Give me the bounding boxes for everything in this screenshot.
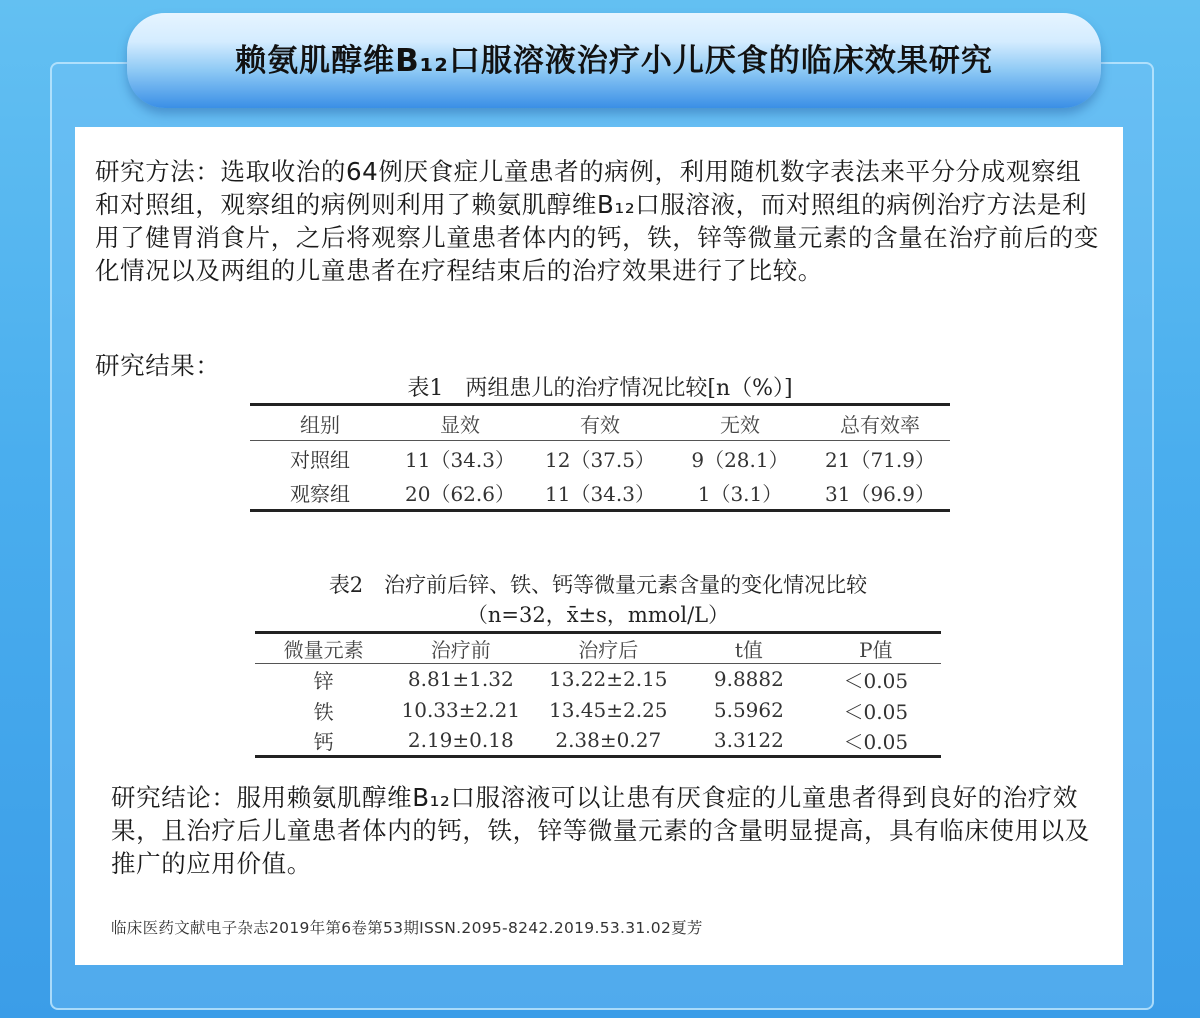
table1-header-cell: 无效: [670, 405, 810, 441]
table-row: [255, 695, 941, 726]
table-cell: 11（34.3）: [405, 447, 515, 472]
table1-header-cell: 有效: [530, 405, 670, 441]
table-cell: 9.8882: [713, 667, 784, 692]
table-cell: 锌: [313, 668, 334, 693]
table2-header-cell: 微量元素: [255, 633, 392, 664]
table-cell: 钙: [313, 729, 334, 754]
table1-header-row: [250, 405, 950, 441]
table2-header-cell: 治疗后: [529, 633, 687, 664]
page-title: 赖氨肌醇维B₁₂口服溶液治疗小儿厌食的临床效果研究: [235, 43, 993, 79]
title-banner: [127, 13, 1101, 108]
table-cell: 13.45±2.25: [548, 698, 668, 722]
table-cell: 对照组: [290, 447, 350, 472]
table-cell: 11（34.3）: [545, 481, 655, 506]
table2-header-cell: P值: [811, 633, 941, 664]
table2: [255, 631, 941, 758]
table-cell: 21（71.9）: [825, 447, 935, 472]
table-cell: 3.3122: [713, 728, 784, 753]
table-cell: 31（96.9）: [825, 481, 935, 506]
table-cell: ＜0.05: [843, 668, 909, 693]
table-cell: 2.38±0.27: [555, 728, 662, 753]
table-cell: ＜0.05: [843, 699, 909, 724]
table2-header-cell: 治疗前: [392, 633, 529, 664]
table-cell: 8.81±1.32: [407, 667, 514, 692]
table-cell: 12（37.5）: [545, 447, 655, 472]
table2-subtitle: （n=32，x̄±s，mmol/L）: [466, 603, 730, 627]
table-cell: ＜0.05: [843, 729, 909, 754]
results-label: 研究结果：: [95, 351, 221, 380]
table2-header-row: [255, 633, 941, 664]
table-cell: 9（28.1）: [691, 447, 789, 472]
table-cell: 铁: [313, 699, 334, 724]
table-row: [250, 441, 950, 476]
table1-title: 表1 两组患儿的治疗情况比较[n（%）]: [407, 376, 793, 401]
conclusion-paragraph: 研究结论：服用赖氨肌醇维B₁₂口服溶液可以让患有厌食症的儿童患者得到良好的治疗效果，且治疗后儿童患者体内的钙，铁，锌等微量元素的含量明显提高，具有临床使用以及推广的应用价值。: [111, 783, 1090, 878]
table-cell: 13.22±2.15: [548, 667, 668, 692]
table-row: [250, 476, 950, 511]
table1-header-cell: 总有效率: [810, 405, 950, 441]
table-row: [255, 726, 941, 757]
table2-title: 表2 治疗前后锌、铁、钙等微量元素含量的变化情况比较: [328, 573, 868, 597]
methods-paragraph: 研究方法：选取收治的64例厌食症儿童患者的病例，利用随机数字表法来平分分成观察组和对照组，观察组的病例则利用了赖氨肌醇维B₁₂口服溶液，而对照组的病例治疗方法是利用了健胃消食片，之后将观察儿童患者体内的钙，铁，锌等微量元素的含量在治疗前后的变化情况以及两组的儿童患者在疗程结束后的治疗效果进行了比较。: [95, 157, 1099, 285]
citation: 临床医药文献电子杂志2019年第6卷第53期ISSN.2095-8242.2019.53.31.02夏芳: [111, 919, 703, 937]
table2-header-cell: t值: [687, 633, 810, 664]
table-cell: 10.33±2.21: [401, 698, 521, 722]
table-row: [255, 664, 941, 695]
table-cell: 20（62.6）: [405, 481, 515, 506]
table1: [250, 403, 950, 512]
table-cell: 观察组: [290, 481, 350, 506]
table-cell: 2.19±0.18: [407, 728, 514, 753]
table-cell: 1（3.1）: [697, 481, 783, 506]
table1-header-cell: 显效: [390, 405, 530, 441]
table-cell: 5.5962: [713, 698, 784, 722]
table1-header-cell: 组别: [250, 405, 390, 441]
content-card: [75, 127, 1123, 965]
